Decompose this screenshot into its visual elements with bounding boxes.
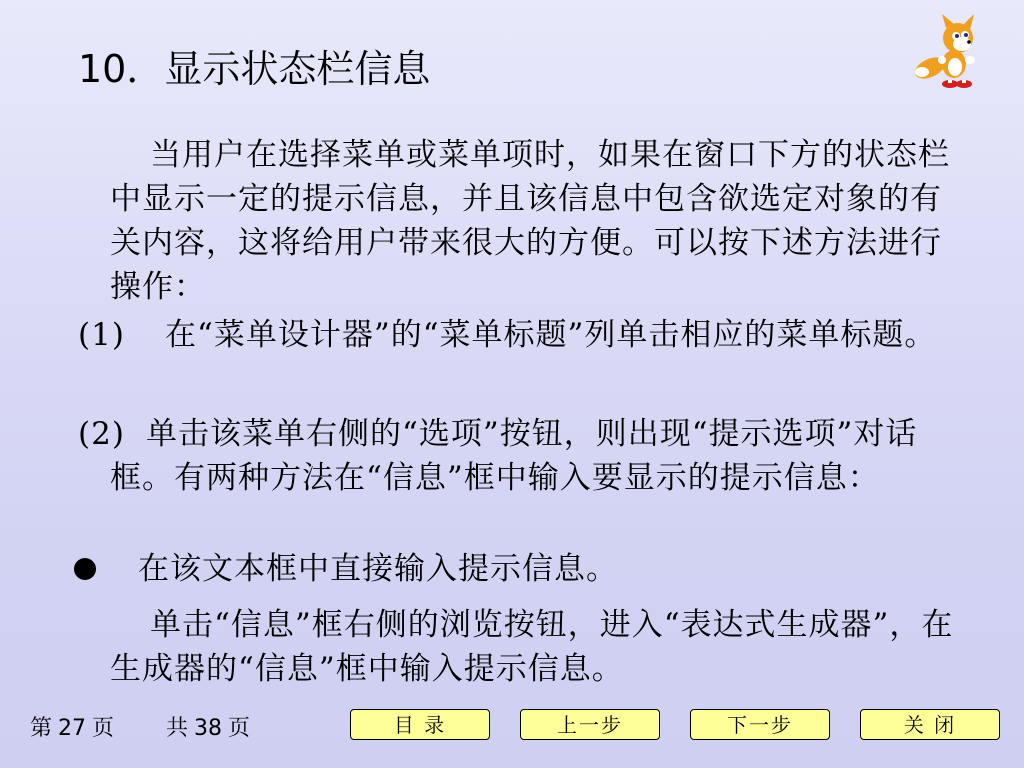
page-unit: 页 [92,716,115,741]
intro-paragraph: 当用户在选择菜单或菜单项时，如果在窗口下方的状态栏中显示一定的提示信息，并且该信息中包含欲选定对象的有关内容，这将给用户带来很大的方便。可以按下述方法进行操作： [110,137,950,305]
toc-button[interactable]: 目 录 [350,709,490,740]
previous-button[interactable]: 上一步 [520,709,660,740]
step-2-number: (2) [78,416,125,452]
close-button[interactable]: 关 闭 [860,709,1000,740]
bullet-item-text: 在该文本框中直接输入提示信息。 [138,551,618,587]
step-2-text: 单击该菜单右侧的“选项”按钮，则出现“提示选项”对话框。有两种方法在“信息”框中输入要显示的提示信息： [110,416,918,496]
page-current: 27 [58,716,87,741]
page-prefix: 第 [30,716,53,741]
browse-method-paragraph: 单击“信息”框右侧的浏览按钮，进入“表达式生成器”，在生成器的“信息”框中输入提示信息。 [110,607,954,687]
bullet-icon [74,558,96,580]
page-indicator [30,714,250,744]
step-1-text: 在“菜单设计器”的“菜单标题”列单击相应的菜单标题。 [165,317,937,353]
total-unit: 页 [228,716,251,741]
page-total: 38 [194,716,223,741]
slide-title: 10．显示状态栏信息 [78,47,431,91]
total-prefix: 共 [166,716,189,741]
next-button[interactable]: 下一步 [690,709,830,740]
step-1-number: (1) [78,317,125,353]
